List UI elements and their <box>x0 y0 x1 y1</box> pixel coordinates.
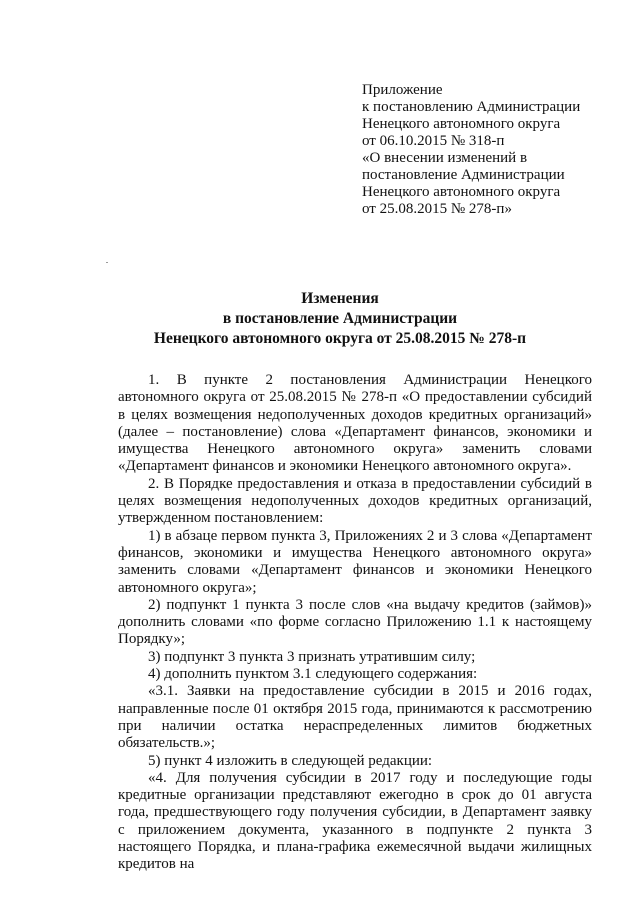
appendix-line: от 25.08.2015 № 278-п» <box>362 201 512 217</box>
scan-speck <box>106 262 108 263</box>
body-paragraph: «3.1. Заявки на предоставление субсидии в 2015 и 2016 годах, направленные после 01 октября 2015 года, принимаются к рассмотрению при наличии остатка нераспределенных лимитов бюджетных обязательств.»; <box>118 683 592 752</box>
body-paragraph: 2) подпункт 1 пункта 3 после слов «на выдачу кредитов (займов)» дополнить словами «по форме согласно Приложению 1.1 к настоящему Порядку»; <box>118 596 592 648</box>
body-paragraph: 1. В пункте 2 постановления Администрации Ненецкого автономного округа от 25.08.2015 № 278-п «О предоставлении субсидий в целях возмещения недополученных доходов кредитных организаций» (далее – постановление) слова «Департамент финансов, экономики и имущества Ненецкого автономного округа» заменить словами «Департамент финансов и экономики Ненецкого автономного округа». <box>118 372 592 475</box>
appendix-line: от 06.10.2015 № 318-п <box>362 133 505 149</box>
appendix-line: постановление Администрации <box>362 167 565 183</box>
body-paragraph: 5) пункт 4 изложить в следующей редакции: <box>148 752 433 769</box>
body-paragraph: 4) дополнить пунктом 3.1 следующего содержания: <box>148 666 478 683</box>
body-paragraph: 2. В Порядке предоставления и отказа в предоставлении субсидий в целях возмещения недополученных доходов кредитных организаций, утвержденном постановлением: <box>118 475 592 527</box>
appendix-line: Ненецкого автономного округа <box>362 184 561 200</box>
document-body <box>118 372 592 874</box>
title-line: в постановление Администрации <box>222 310 458 327</box>
title-line: Ненецкого автономного округа от 25.08.2015 № 278-п <box>153 330 527 347</box>
body-paragraph: 1) в абзаце первом пункта 3, Приложениях 2 и 3 слова «Департамент финансов, экономики и имущества Ненецкого автономного округа» заменить словами «Департамент финансов и экономики Ненецкого автономного округа»; <box>118 527 592 596</box>
body-paragraph: «4. Для получения субсидии в 2017 году и последующие годы кредитные организации представляют ежегодно в срок до 01 августа года, предшествующего году получения субсидии, в Департамент заявку с приложением документа, указанного в подпункте 2 пункта 3 настоящего Порядка, и плана-графика ежемесячной выдачи жилищных кредитов на <box>118 769 592 873</box>
document-title <box>60 289 620 349</box>
title-line: Изменения <box>301 290 379 307</box>
appendix-line: Приложение <box>362 82 443 98</box>
appendix-line: к постановлению Администрации <box>362 99 581 115</box>
body-paragraph: 3) подпункт 3 пункта 3 признать утратившим силу; <box>148 648 476 665</box>
appendix-line: Ненецкого автономного округа <box>362 116 561 132</box>
appendix-header <box>362 82 622 218</box>
appendix-line: «О внесении изменений в <box>362 150 528 166</box>
